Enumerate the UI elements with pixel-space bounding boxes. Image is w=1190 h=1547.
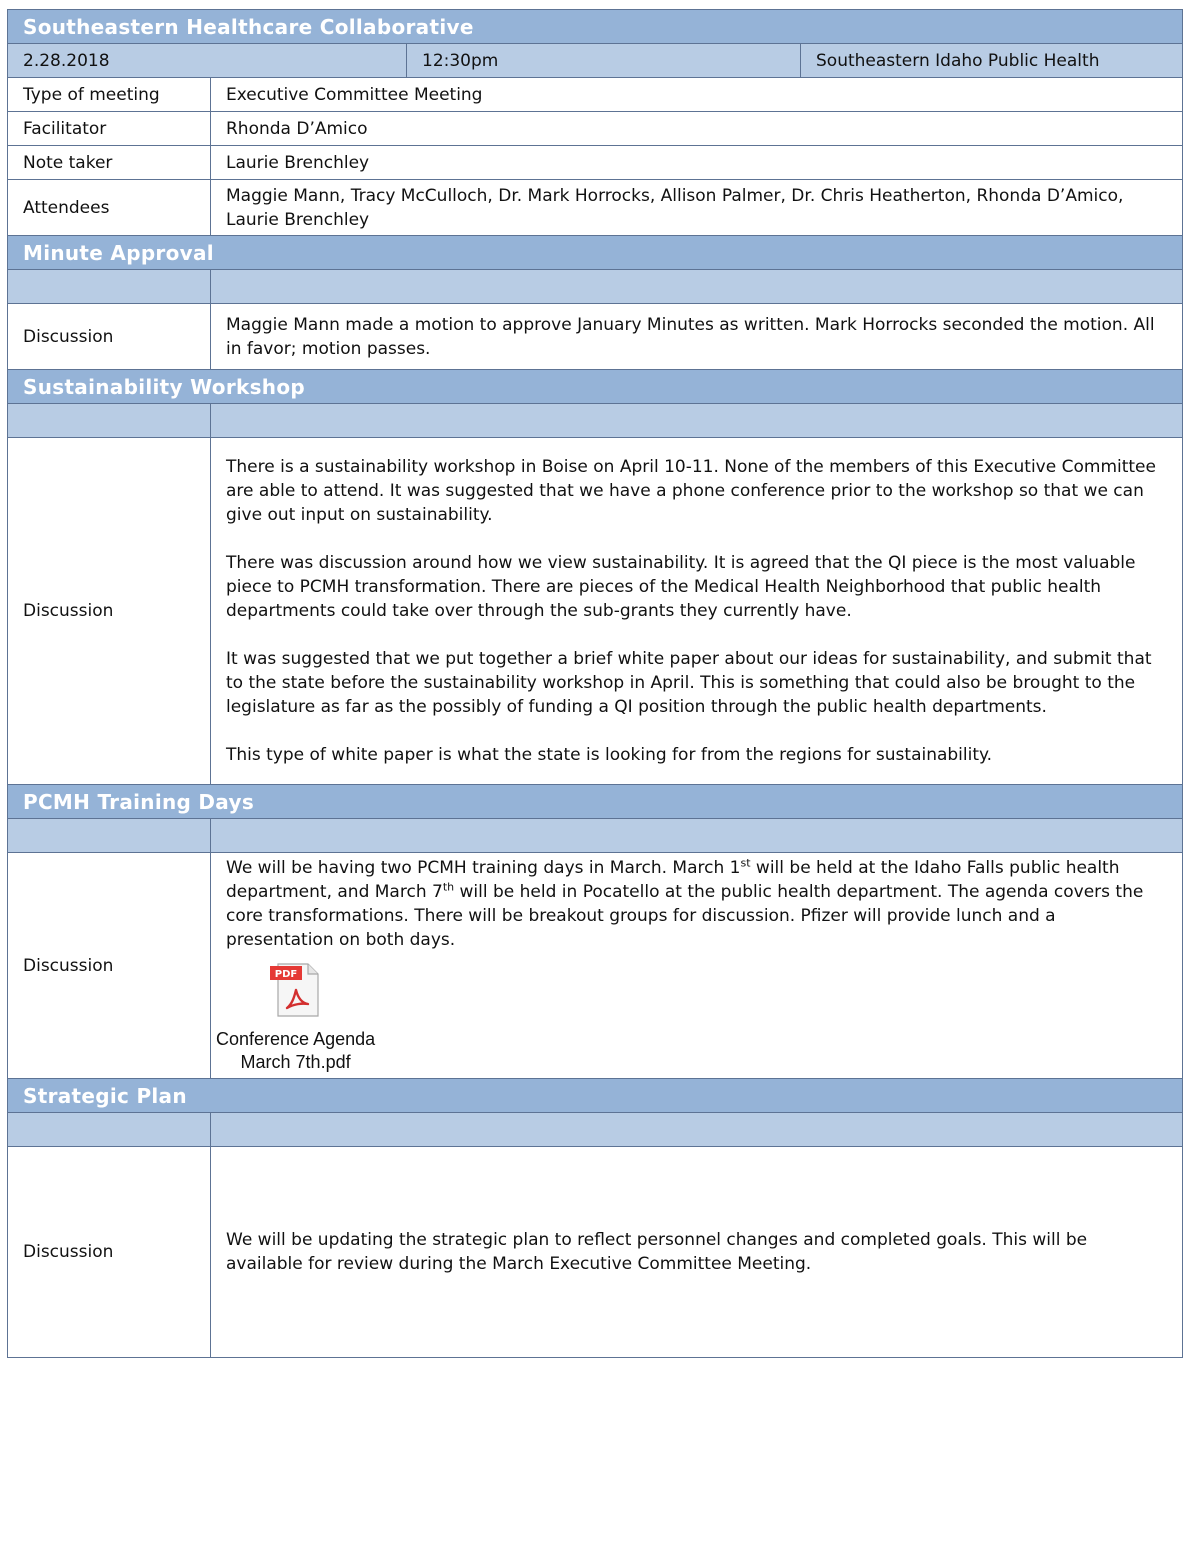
meta-row-facilitator [8, 112, 1183, 146]
discussion-row [8, 304, 1183, 370]
discussion-label: Discussion [8, 438, 211, 785]
meeting-location: Southeastern Idaho Public Health [801, 44, 1183, 78]
discussion-text [211, 1147, 1183, 1358]
discussion-label: Discussion [8, 1147, 211, 1358]
section-header-pcmh-training-days [8, 785, 1183, 819]
section-subheader [8, 270, 1183, 304]
paragraph: We will be updating the strategic plan to reflect personnel changes and completed goals. This will be available for review during the March Executive Committee Meeting. [226, 1230, 1088, 1274]
svg-text:PDF: PDF [274, 969, 297, 980]
discussion-row [8, 853, 1183, 1079]
section-title: Minute Approval [8, 236, 1183, 270]
section-title: Strategic Plan [8, 1079, 1183, 1113]
meta-row-attendees [8, 180, 1183, 236]
paragraph: There is a sustainability workshop in Boise on April 10-11. None of the members of this Executive Committee are able to attend. It was suggested that we have a phone conference prior to the workshop so that we can give out input on sustainability. [226, 457, 1156, 525]
meeting-date: 2.28.2018 [8, 44, 407, 78]
meta-value: Executive Committee Meeting [211, 78, 1183, 112]
section-subheader [8, 404, 1183, 438]
paragraph: Maggie Mann made a motion to approve January Minutes as written. Mark Horrocks seconded the motion. All in favor; motion passes. [226, 314, 1155, 359]
paragraph: There was discussion around how we view sustainability. It is agreed that the QI piece is the most valuable piece to PCMH transformation. There are pieces of the Medical Health Neighborhood that public health departments could take over through the sub-grants they currently have. [226, 553, 1136, 621]
pdf-attachment[interactable] [216, 958, 375, 1074]
paragraph: This type of white paper is what the state is looking for from the regions for sustainability. [226, 745, 993, 765]
meta-label: Attendees [8, 180, 211, 236]
attachment-name-line2: March 7th.pdf [240, 1052, 351, 1072]
discussion-row [8, 438, 1183, 785]
paragraph: It was suggested that we put together a brief white paper about our ideas for sustainability, and submit that to the state before the sustainability workshop in April. This is something that could also be brought to the legislature as far as the possibly of funding a QI position through the public health departments. [226, 649, 1152, 717]
section-title: Sustainability Workshop [8, 370, 1183, 404]
discussion-text [211, 438, 1183, 785]
pdf-file-icon [264, 958, 328, 1022]
discussion-text [211, 304, 1183, 370]
org-title: Southeastern Healthcare Collaborative [8, 10, 1183, 44]
meta-label: Type of meeting [8, 78, 211, 112]
section-header-minute-approval [8, 236, 1183, 270]
section-subheader [8, 1113, 1183, 1147]
section-header-strategic-plan [8, 1079, 1183, 1113]
discussion-label: Discussion [8, 304, 211, 370]
paragraph: We will be having two PCMH training days in March. March 1st will be held at the Idaho Falls public health department, and March 7th will be held in Pocatello at the public health department. The agenda covers the core transformations. There will be breakout groups for discussion. Pfizer will provide lunch and a presentation on both days. [226, 856, 1144, 950]
date-time-location-row [8, 44, 1183, 78]
section-title: PCMH Training Days [8, 785, 1183, 819]
meta-label: Note taker [8, 146, 211, 180]
meta-value: Rhonda D’Amico [211, 112, 1183, 146]
meta-value: Maggie Mann, Tracy McCulloch, Dr. Mark Horrocks, Allison Palmer, Dr. Chris Heatherton, Rhonda D’Amico, Laurie Brenchley [211, 180, 1183, 236]
meta-row-note-taker [8, 146, 1183, 180]
attachment-name-line1: Conference Agenda [216, 1029, 376, 1049]
discussion-row [8, 1147, 1183, 1358]
discussion-label: Discussion [8, 853, 211, 1079]
meta-label: Facilitator [8, 112, 211, 146]
meta-value: Laurie Brenchley [211, 146, 1183, 180]
section-header-sustainability-workshop [8, 370, 1183, 404]
section-subheader [8, 819, 1183, 853]
meta-row-type [8, 78, 1183, 112]
meeting-time: 12:30pm [407, 44, 801, 78]
discussion-text [211, 853, 1183, 1079]
org-header-row [8, 10, 1183, 44]
minutes-table [7, 9, 1183, 1358]
